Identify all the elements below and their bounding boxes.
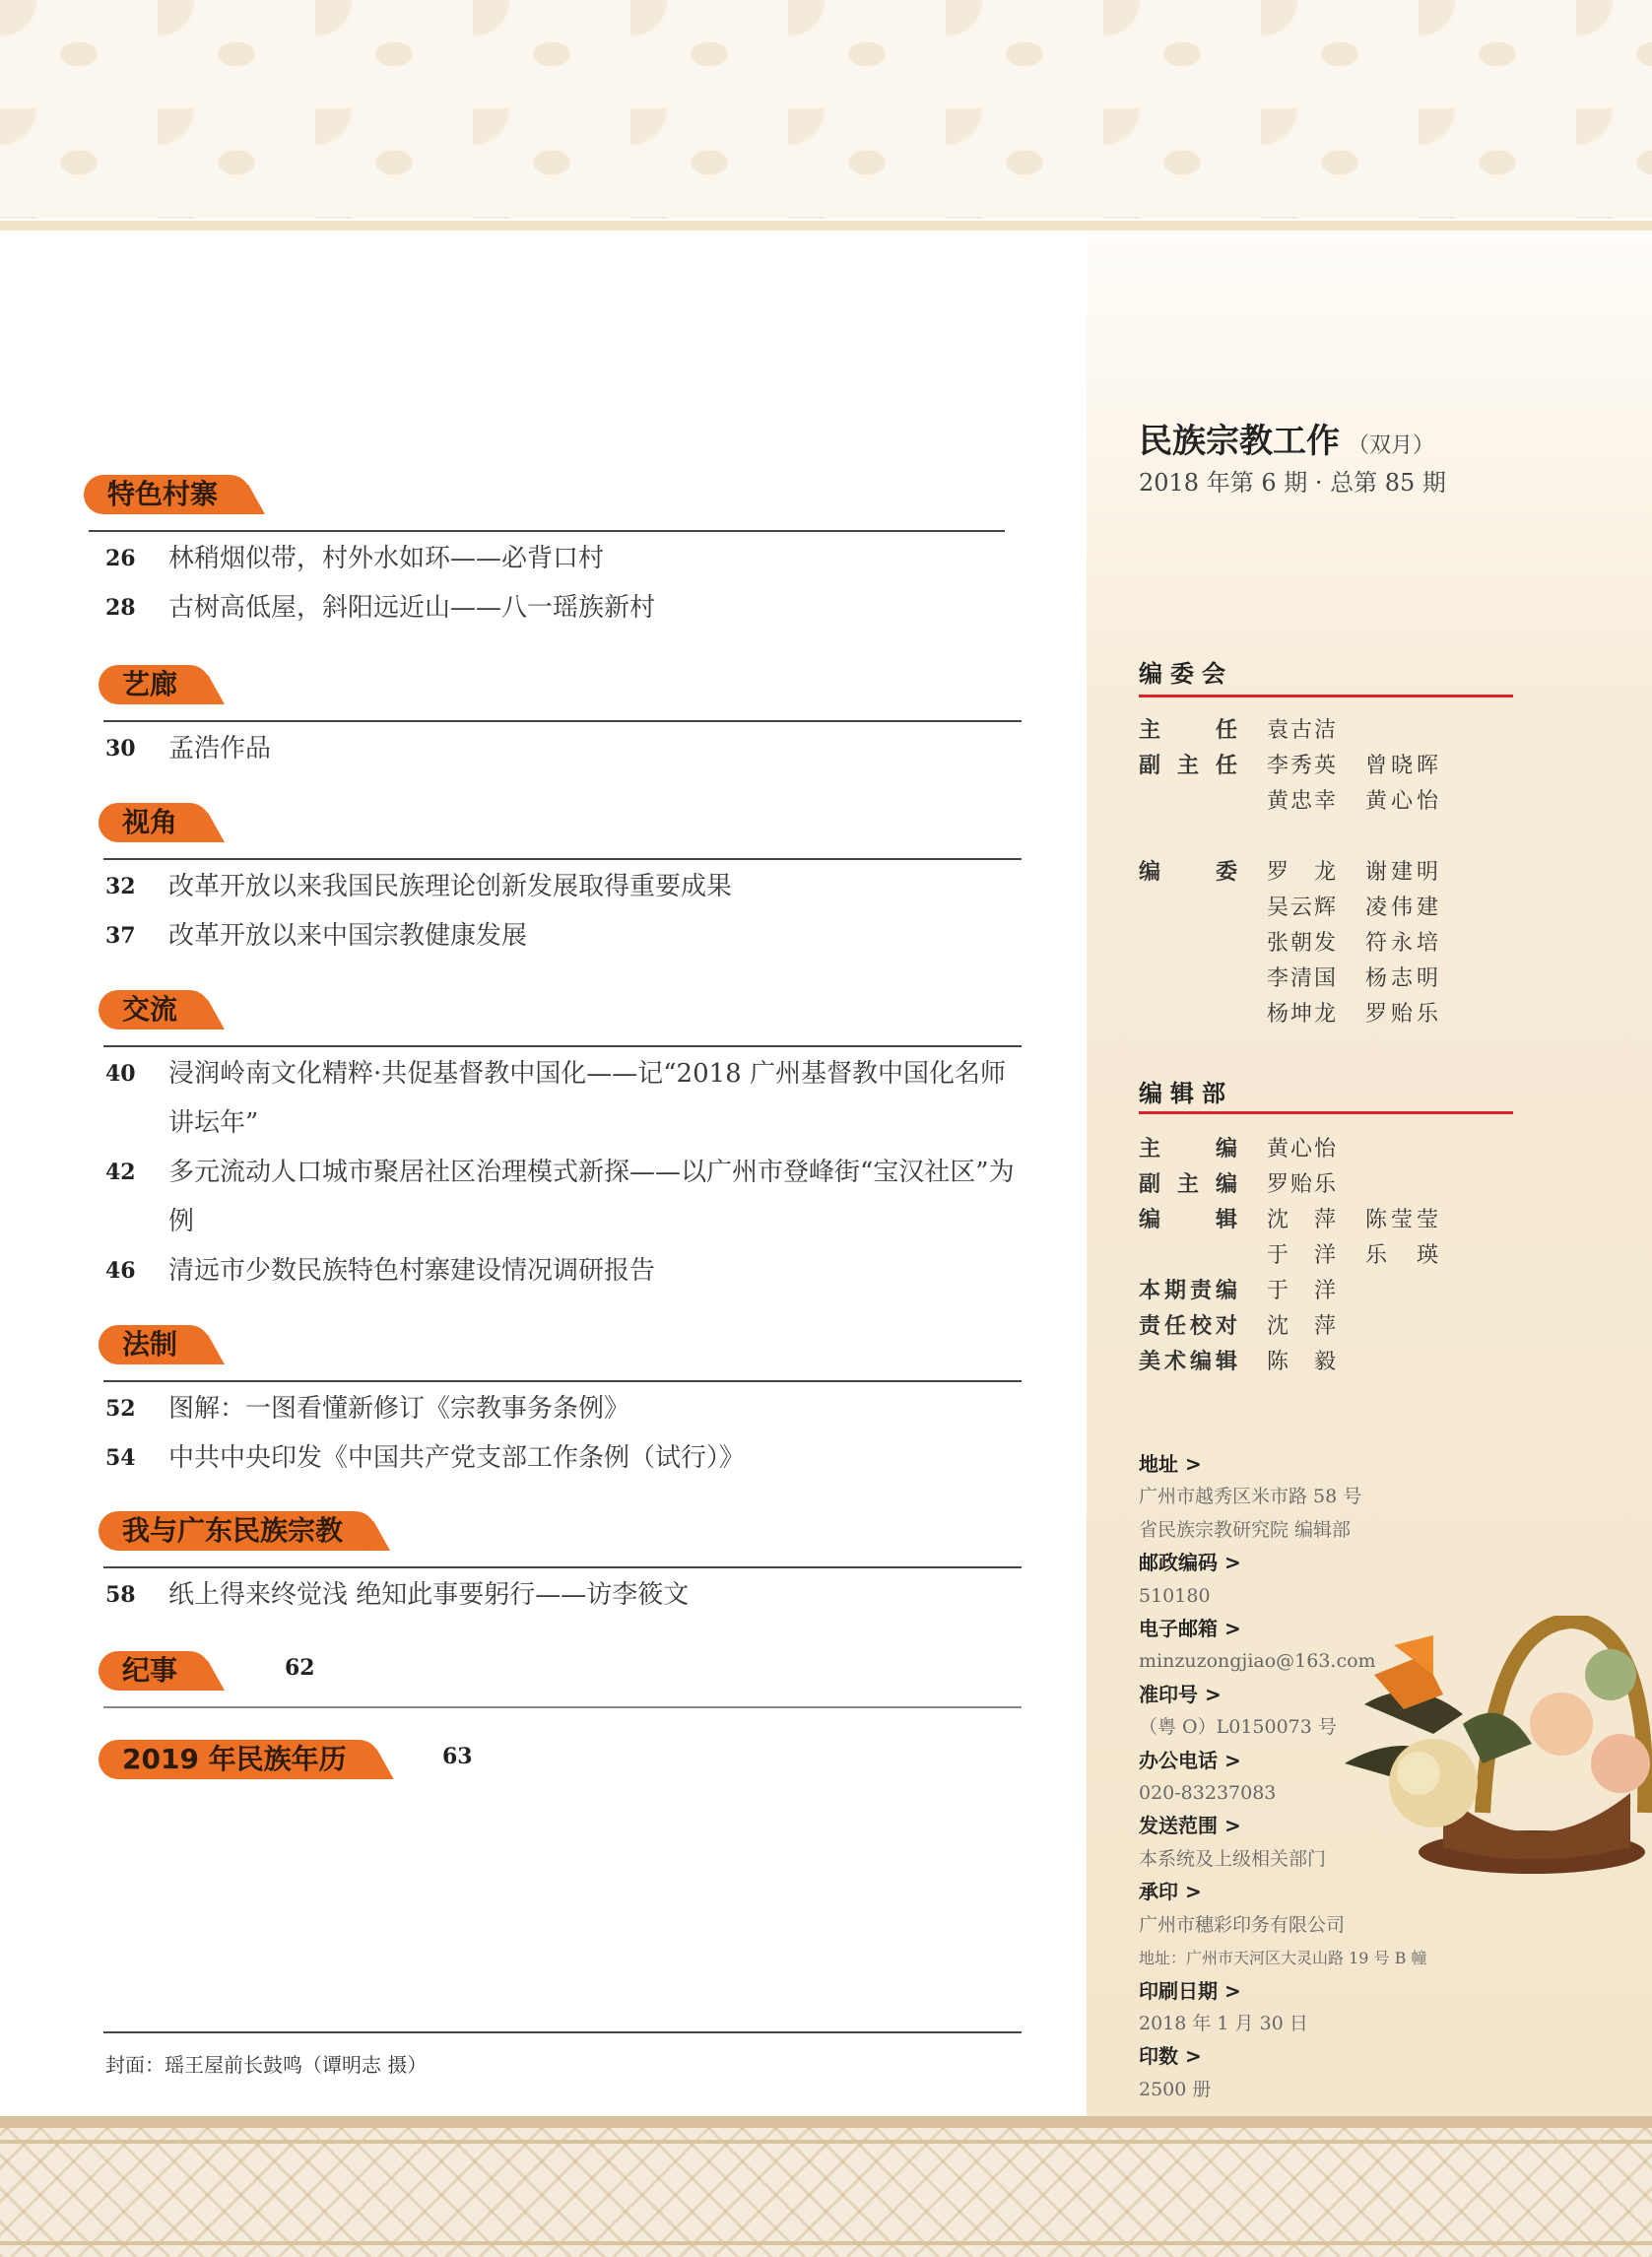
staff-name: 黄忠幸 [1267, 789, 1336, 814]
toc-entry[interactable] [105, 724, 1031, 773]
spacer [1336, 749, 1365, 784]
staff-role [1139, 962, 1237, 997]
info-label: 发送范围 > [1139, 1814, 1241, 1838]
section-tag[interactable]: 2019 年民族年历 [99, 1740, 380, 1779]
toc-entry[interactable] [105, 534, 1031, 583]
spacer [1336, 891, 1365, 926]
staff-role [1139, 926, 1237, 962]
staff-row [1139, 1167, 1438, 1203]
staff-row [1139, 891, 1438, 926]
staff-row [1139, 855, 1438, 891]
staff-role: 主编 [1139, 1137, 1237, 1162]
staff-row [1139, 784, 1438, 820]
staff-name: 陈毅 [1267, 1350, 1336, 1374]
staff-name: 罗贻乐 [1267, 1172, 1336, 1197]
spacer [1336, 1132, 1365, 1167]
info-value: 省民族宗教研究院 编辑部 [1139, 1518, 1352, 1541]
section-rule [103, 1566, 1022, 1568]
info-value: 020-83237083 [1139, 1782, 1277, 1805]
section-rule [103, 1380, 1022, 1382]
article-title[interactable]: 多元流动人口城市聚居社区治理模式新探——以广州市登峰街“宝汉社区”为例 [168, 1158, 1015, 1236]
staff-name: 沈萍 [1267, 1208, 1336, 1232]
spacer [1336, 855, 1365, 891]
staff-row [1139, 962, 1438, 997]
staff-role: 主任 [1139, 718, 1237, 743]
section-entries [105, 862, 1031, 961]
staff-name: 谢建明 [1365, 860, 1438, 885]
issue-number: 2018 年第 6 期 · 总第 85 期 [1139, 469, 1446, 497]
staff-name [1365, 1167, 1438, 1203]
page-number: 52 [105, 1396, 136, 1422]
staff-name: 沈萍 [1267, 1314, 1336, 1339]
staff-row [1139, 820, 1438, 855]
spacer [1336, 1309, 1365, 1345]
section-entries [105, 1570, 1031, 1620]
editorial-dept-list [1139, 1132, 1438, 1380]
staff-row [1139, 1238, 1438, 1274]
info-label: 地址 > [1139, 1452, 1202, 1476]
toc-entry[interactable] [105, 1148, 1031, 1246]
article-title[interactable]: 古树高低屋，斜阳远近山——八一瑶族新村 [168, 593, 656, 623]
staff-role: 副主编 [1139, 1172, 1237, 1197]
staff-role [1139, 997, 1237, 1032]
section-entries [105, 534, 1031, 632]
spacer [1336, 1238, 1365, 1274]
cover-caption: 封面：瑶王屋前长鼓鸣（谭明志 摄） [105, 2053, 428, 2077]
info-label: 电子邮箱 > [1139, 1617, 1241, 1641]
staff-role: 本期责编 [1139, 1279, 1237, 1303]
staff-row [1139, 1203, 1438, 1238]
staff-name: 吴云辉 [1267, 896, 1336, 920]
section-tag[interactable]: 交流 [99, 990, 211, 1029]
section-entries [105, 1049, 1031, 1295]
staff-name: 罗贻乐 [1365, 1002, 1438, 1027]
section-rule [103, 1706, 1022, 1708]
page-number: 32 [105, 874, 136, 899]
section-rule [103, 720, 1022, 722]
magazine-frequency: （双月） [1348, 433, 1435, 458]
staff-name: 张朝发 [1267, 931, 1336, 956]
spacer [1336, 997, 1365, 1032]
toc-entry[interactable] [105, 911, 1031, 961]
section-tag[interactable]: 艺廊 [99, 665, 211, 704]
section-tag[interactable]: 纪事 [99, 1651, 211, 1691]
staff-name: 于洋 [1267, 1243, 1336, 1268]
staff-name: 杨志明 [1365, 966, 1438, 991]
info-label: 印数 > [1139, 2044, 1202, 2069]
section-tag[interactable]: 视角 [99, 803, 211, 842]
staff-row [1139, 1274, 1438, 1309]
article-title[interactable]: 中共中央印发《中国共产党支部工作条例（试行）》 [168, 1443, 746, 1473]
staff-name: 陈莹莹 [1365, 1208, 1438, 1232]
section-entries [105, 724, 1031, 773]
page-number: 37 [105, 923, 136, 949]
staff-row [1139, 1309, 1438, 1345]
staff-name [1267, 820, 1336, 855]
page-number: 40 [105, 1061, 136, 1087]
staff-name [1365, 1345, 1438, 1380]
spacer [1336, 784, 1365, 820]
staff-name: 于洋 [1267, 1279, 1336, 1303]
spacer [1336, 1203, 1365, 1238]
info-label: 办公电话 > [1139, 1748, 1241, 1772]
info-value: 本系统及上级相关部门 [1139, 1847, 1327, 1870]
top-ornament-band [0, 0, 1652, 219]
staff-name: 李秀英 [1267, 754, 1336, 778]
staff-name [1365, 1309, 1438, 1345]
staff-name: 杨坤龙 [1267, 1002, 1336, 1027]
toc-entry[interactable] [105, 1570, 1031, 1620]
staff-role [1139, 891, 1237, 926]
toc-entry[interactable] [105, 862, 1031, 911]
info-value: 2500 册 [1139, 2078, 1212, 2100]
staff-name: 袁古洁 [1267, 718, 1336, 743]
staff-name: 曾晓晖 [1365, 754, 1438, 778]
page-number: 63 [442, 1744, 473, 1769]
staff-row [1139, 926, 1438, 962]
staff-name [1365, 713, 1438, 749]
staff-role: 责任校对 [1139, 1314, 1237, 1339]
editorial-board-list [1139, 713, 1438, 1032]
spacer [1336, 926, 1365, 962]
info-label: 承印 > [1139, 1880, 1202, 1904]
toc-entry[interactable] [105, 1246, 1031, 1295]
staff-role: 副主任 [1139, 754, 1237, 778]
staff-role: 编委 [1139, 860, 1237, 885]
staff-name [1365, 1274, 1438, 1309]
editorial-board-rule [1139, 695, 1513, 697]
staff-name: 乐瑛 [1365, 1243, 1438, 1268]
toc-entry[interactable] [105, 1049, 1031, 1148]
article-title[interactable]: 改革开放以来中国宗教健康发展 [168, 921, 528, 951]
staff-name: 罗龙 [1267, 860, 1336, 885]
info-value: 510180 [1139, 1584, 1211, 1607]
staff-name: 李清国 [1267, 966, 1336, 991]
staff-name: 符永培 [1365, 931, 1438, 956]
article-title[interactable]: 孟浩作品 [168, 734, 272, 763]
staff-role [1139, 1238, 1237, 1274]
info-label: 准印号 > [1139, 1682, 1222, 1706]
article-title[interactable]: 纸上得来终觉浅 绝知此事要躬行——访李筱文 [168, 1580, 690, 1610]
page-number: 30 [105, 736, 136, 762]
article-title[interactable]: 林稍烟似带，村外水如环——必背口村 [168, 544, 605, 573]
magazine-title [1139, 414, 1434, 462]
toc-entry[interactable] [105, 1384, 1031, 1433]
section-entries [105, 1384, 1031, 1483]
staff-role [1139, 784, 1237, 820]
page-number: 28 [105, 595, 136, 621]
staff-name [1365, 820, 1438, 855]
page-number: 62 [285, 1655, 315, 1681]
staff-role: 美术编辑 [1139, 1350, 1237, 1374]
info-value: （粤 O）L0150073 号 [1139, 1716, 1337, 1739]
bottom-ornament-band [0, 2128, 1652, 2257]
staff-row [1139, 749, 1438, 784]
spacer [1336, 820, 1365, 855]
editorial-dept-heading: 编辑部 [1139, 1080, 1233, 1107]
staff-name: 凌伟建 [1365, 896, 1438, 920]
page-number: 58 [105, 1582, 136, 1608]
info-label: 印刷日期 > [1139, 1978, 1241, 2003]
info-value: 2018 年 1 月 30 日 [1139, 2012, 1308, 2034]
section-tag[interactable]: 我与广东民族宗教 [99, 1511, 376, 1551]
page-number: 54 [105, 1445, 136, 1471]
spacer [1336, 1167, 1365, 1203]
footer-rule [103, 2031, 1022, 2033]
staff-name: 黄心怡 [1365, 789, 1438, 814]
spacer [1336, 962, 1365, 997]
staff-row [1139, 997, 1438, 1032]
article-title[interactable]: 改革开放以来我国民族理论创新发展取得重要成果 [168, 872, 733, 901]
staff-name: 黄心怡 [1267, 1137, 1336, 1162]
info-value: minzuzongjiao@163.com [1139, 1650, 1376, 1673]
spacer [1336, 713, 1365, 749]
flower-basket-illustration [1335, 1616, 1652, 1882]
section-rule [103, 1045, 1022, 1047]
staff-name [1365, 1132, 1438, 1167]
toc-entry[interactable] [105, 1433, 1031, 1483]
section-tag[interactable]: 特色村寨 [84, 475, 251, 514]
editorial-dept-rule [1139, 1111, 1513, 1114]
staff-role [1139, 820, 1237, 855]
page-number: 26 [105, 546, 136, 571]
staff-row [1139, 1345, 1438, 1380]
info-value: 广州市穗彩印务有限公司 [1139, 1913, 1346, 1936]
info-value: 广州市越秀区米市路 58 号 [1139, 1486, 1362, 1508]
page-number: 46 [105, 1258, 136, 1284]
staff-role: 编辑 [1139, 1208, 1237, 1232]
toc-entry[interactable] [105, 583, 1031, 632]
spacer [1336, 1274, 1365, 1309]
bottom-divider [0, 2116, 1652, 2128]
info-value: 地址：广州市天河区大灵山路 19 号 B 幢 [1139, 1949, 1427, 1968]
article-title[interactable]: 图解：一图看懂新修订《宗教事务条例》 [168, 1394, 630, 1424]
section-tag[interactable]: 法制 [99, 1325, 211, 1364]
section-rule [103, 858, 1022, 860]
article-title[interactable]: 清远市少数民族特色村寨建设情况调研报告 [168, 1256, 656, 1286]
editorial-board-heading: 编委会 [1139, 660, 1233, 688]
staff-row [1139, 1132, 1438, 1167]
magazine-name: 民族宗教工作 [1139, 422, 1340, 461]
info-label: 邮政编码 > [1139, 1551, 1241, 1575]
section-rule [89, 530, 1005, 532]
staff-row [1139, 713, 1438, 749]
article-title[interactable]: 浸润岭南文化精粹·共促基督教中国化——记“2018 广州基督教中国化名师讲坛年” [168, 1059, 1006, 1138]
page-number: 42 [105, 1160, 136, 1185]
top-divider [0, 221, 1652, 231]
spacer [1336, 1345, 1365, 1380]
